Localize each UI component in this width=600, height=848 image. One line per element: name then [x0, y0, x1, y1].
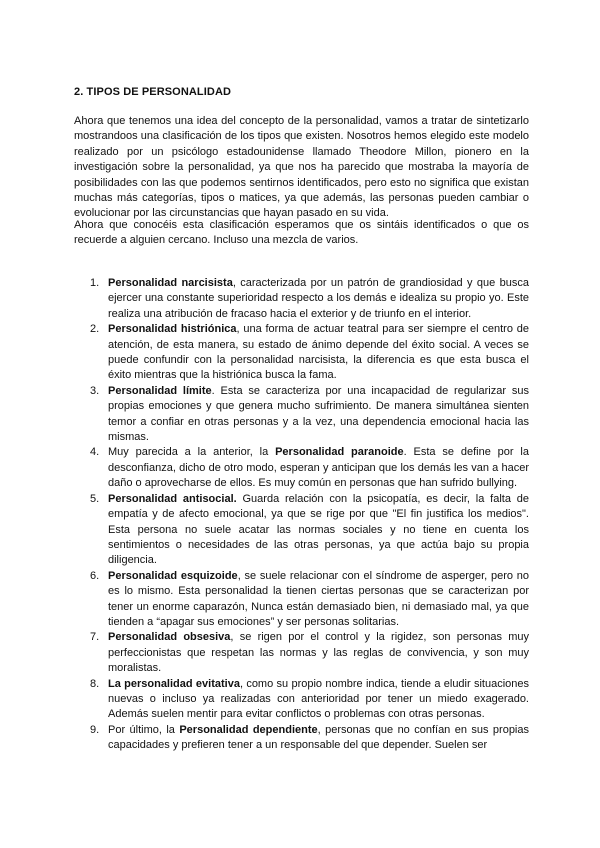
item-description: , se rigen por el control y la rigidez, son personas muy perfeccionistas que respetan las normas y las reglas de convivencia, y son muy moralistas. [108, 631, 529, 675]
item-lead-text: Muy parecida a la anterior, la [108, 446, 276, 459]
list-item [74, 276, 529, 322]
item-term: Personalidad obsesiva [108, 631, 231, 644]
item-term: Personalidad límite [108, 384, 212, 397]
item-description: . Esta se define por la desconfianza, dicho de otro modo, esperan y anticipan que los demás les van a hacer daño o aprovecharse de ellos. Es muy común en personas que han sufrido bullying. [108, 446, 529, 490]
item-term: Personalidad dependiente [179, 723, 318, 736]
list-item [74, 569, 529, 631]
item-term: Personalidad paranoide [275, 446, 404, 459]
item-description: , personas que no confían en sus propias capacidades y prefieren tener a un responsable del que depender. Suelen ser [108, 723, 529, 752]
item-number: 1. [90, 277, 100, 289]
item-lead-text: Por último, la [108, 723, 180, 736]
item-description: , se suele relacionar con el síndrome de asperger, pero no es lo mismo. Esta personalidad la tienen ciertas personas que se caracterizan por tener un enorme caparazón, Nunca están demasiado bien, ni demasiado mal, ya que tienden a “apagar sus emociones” y ser personas solitarias. [108, 569, 529, 628]
list-item [74, 384, 529, 446]
section-heading: 2. TIPOS DE PERSONALIDAD [74, 86, 232, 98]
item-number: 4. [90, 446, 100, 459]
intro-paragraph: Ahora que tenemos una idea del concepto de la personalidad, vamos a tratar de sintetizarlo mostrandoos una clasificación de los tipos que existen. Nosotros hemos elegido este modelo realizado por un psicólogo estadounidense llamado Theodore Millon, pionero en la investigación sobre la personalidad, ya que nos ha parecido que mostraba la mayoría de posibilidades con las que podemos sentirnos identificados, pero esto no significa que existan muchas más categorías, tipos o matices, ya que además, las personas pueden cambiar o evolucionar por las circunstancias que hayan pasado en su vida. [74, 115, 529, 220]
item-number: 7. [90, 631, 100, 644]
list-item [74, 630, 529, 676]
list-item [74, 322, 529, 384]
item-description: Guarda relación con la psicopatía, es decir, la falta de empatía y de afecto emocional, ya que se rige por que "El fin justifica los medios". Esta persona no suele acatar las normas sociales y no tiene en cuenta los sentimientos o necesidades de las otras personas, ya que actúa bajo su propia diligencia. [108, 492, 529, 567]
intro-paragraph-2: Ahora que conocéis esta clasificación esperamos que os sintáis identificados o que os recuerde a alguien cercano. Incluso una mezcla de varios. [74, 219, 529, 247]
list-item [74, 677, 529, 723]
personality-types-list [74, 276, 529, 754]
item-number: 2. [90, 323, 100, 336]
item-term: Personalidad histriónica [108, 323, 237, 336]
item-term: Personalidad antisocial. [108, 492, 237, 505]
list-item [74, 723, 529, 754]
item-term: La personalidad evitativa [108, 677, 240, 690]
item-number: 8. [90, 677, 100, 690]
item-description: , caracterizada por un patrón de grandiosidad y que busca ejercer una constante superioridad respecto a los demás e idealiza su propio yo. Este realiza una atribución de fracaso hacia el exterior y de triunfo en el interior. [108, 277, 529, 320]
item-description: , una forma de actuar teatral para ser siempre el centro de atención, de esta manera, su estado de ánimo depende del éxito social. A veces se puede confundir con la personalidad narcisista, la diferencia es que esta busca el éxito mientras que la histriónica busca la fama. [108, 323, 529, 382]
item-description: . Esta se caracteriza por una incapacidad de regularizar sus propias emociones y que genera mucho sufrimiento. De manera simultánea sienten temor a confiar en otras personas y a la vez, una dependencia emocional hacia las mismas. [108, 384, 529, 444]
item-number: 3. [90, 384, 100, 397]
item-description: , como su propio nombre indica, tiende a eludir situaciones nuevas o incluso ya realizadas con anterioridad por tener un miedo exagerado. Además suelen mentir para evitar conflictos o problemas con otras personas. [108, 677, 530, 721]
item-term: Personalidad narcisista [108, 277, 233, 289]
item-number: 6. [90, 569, 100, 582]
item-number: 5. [90, 492, 100, 505]
list-item [74, 445, 529, 491]
item-term: Personalidad esquizoide [108, 569, 238, 582]
item-number: 9. [90, 723, 100, 736]
list-item [74, 492, 529, 569]
